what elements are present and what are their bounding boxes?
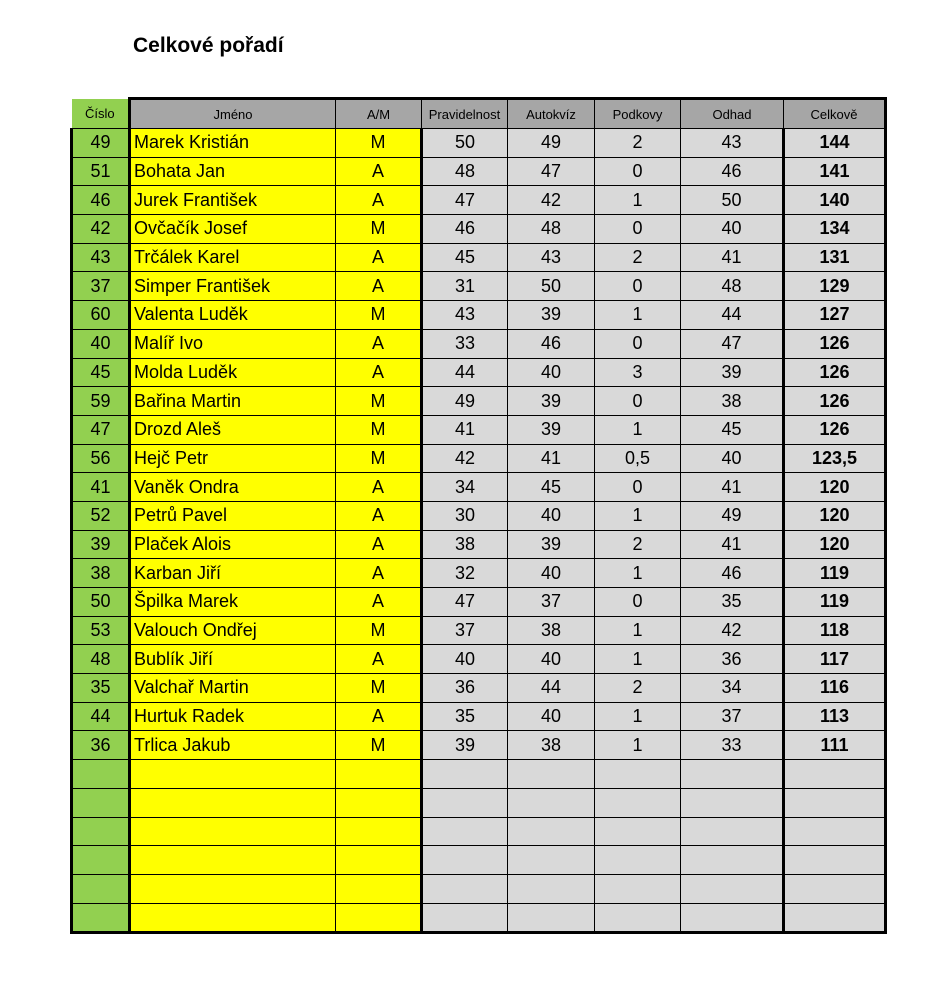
cell-pravidelnost: 40 [422,645,508,674]
table-row [72,415,886,444]
header-am: A/M [336,99,422,129]
cell-cislo: 45 [72,358,130,387]
cell-am: A [336,473,422,502]
cell-podkovy: 0 [595,215,681,244]
cell-jmeno: Valouch Ondřej [130,616,336,645]
table-row [72,243,886,272]
cell-podkovy [595,903,681,933]
cell-celkove [784,760,886,789]
cell-cislo: 53 [72,616,130,645]
cell-am: M [336,387,422,416]
cell-pravidelnost: 46 [422,215,508,244]
cell-pravidelnost: 30 [422,501,508,530]
cell-podkovy [595,874,681,903]
cell-podkovy: 1 [595,559,681,588]
cell-celkove: 126 [784,415,886,444]
table-row [72,731,886,760]
cell-jmeno: Petrů Pavel [130,501,336,530]
cell-podkovy: 0 [595,588,681,617]
cell-jmeno [130,846,336,875]
cell-cislo: 37 [72,272,130,301]
cell-pravidelnost [422,874,508,903]
cell-autokviz: 42 [508,186,595,215]
cell-autokviz: 43 [508,243,595,272]
cell-celkove: 134 [784,215,886,244]
cell-pravidelnost [422,903,508,933]
cell-autokviz: 46 [508,329,595,358]
cell-am: A [336,329,422,358]
cell-jmeno: Simper František [130,272,336,301]
cell-autokviz: 40 [508,501,595,530]
cell-pravidelnost: 33 [422,329,508,358]
cell-cislo: 36 [72,731,130,760]
cell-celkove: 111 [784,731,886,760]
cell-odhad: 41 [681,473,784,502]
cell-jmeno [130,788,336,817]
cell-am: M [336,301,422,330]
cell-jmeno: Drozd Aleš [130,415,336,444]
cell-jmeno [130,874,336,903]
cell-jmeno: Vaněk Ondra [130,473,336,502]
cell-cislo [72,817,130,846]
cell-celkove: 116 [784,674,886,703]
cell-podkovy [595,846,681,875]
cell-jmeno: Marek Kristián [130,129,336,158]
cell-podkovy [595,760,681,789]
cell-odhad [681,903,784,933]
cell-pravidelnost: 41 [422,415,508,444]
cell-pravidelnost [422,817,508,846]
cell-odhad: 48 [681,272,784,301]
cell-celkove: 126 [784,329,886,358]
cell-podkovy [595,817,681,846]
table-row [72,329,886,358]
cell-pravidelnost: 37 [422,616,508,645]
cell-am: M [336,415,422,444]
cell-odhad: 42 [681,616,784,645]
cell-pravidelnost: 48 [422,157,508,186]
cell-pravidelnost: 31 [422,272,508,301]
cell-podkovy: 0,5 [595,444,681,473]
cell-jmeno: Bařina Martin [130,387,336,416]
cell-odhad: 39 [681,358,784,387]
cell-cislo [72,903,130,933]
cell-odhad: 34 [681,674,784,703]
cell-cislo: 43 [72,243,130,272]
header-pravidelnost: Pravidelnost [422,99,508,129]
cell-celkove: 123,5 [784,444,886,473]
cell-odhad: 46 [681,157,784,186]
table-row [72,616,886,645]
table-row [72,215,886,244]
cell-autokviz: 47 [508,157,595,186]
cell-pravidelnost: 47 [422,186,508,215]
cell-am: A [336,358,422,387]
cell-am [336,903,422,933]
cell-celkove [784,874,886,903]
cell-jmeno: Bohata Jan [130,157,336,186]
cell-cislo: 52 [72,501,130,530]
cell-celkove: 141 [784,157,886,186]
cell-am: M [336,444,422,473]
cell-celkove: 131 [784,243,886,272]
cell-cislo: 41 [72,473,130,502]
table-row [72,645,886,674]
cell-pravidelnost: 36 [422,674,508,703]
header-celkove: Celkově [784,99,886,129]
cell-podkovy: 1 [595,415,681,444]
cell-odhad: 36 [681,645,784,674]
cell-jmeno: Trčálek Karel [130,243,336,272]
cell-autokviz: 39 [508,530,595,559]
cell-celkove: 119 [784,588,886,617]
cell-podkovy: 0 [595,387,681,416]
cell-cislo: 50 [72,588,130,617]
cell-pravidelnost [422,846,508,875]
table-row [72,444,886,473]
cell-autokviz [508,760,595,789]
cell-cislo: 51 [72,157,130,186]
table-row [72,903,886,933]
cell-cislo: 38 [72,559,130,588]
cell-pravidelnost: 39 [422,731,508,760]
cell-celkove: 127 [784,301,886,330]
table-row [72,817,886,846]
table-row [72,272,886,301]
table-row [72,559,886,588]
cell-autokviz: 45 [508,473,595,502]
cell-cislo: 35 [72,674,130,703]
cell-am: A [336,559,422,588]
cell-pravidelnost: 45 [422,243,508,272]
cell-am: A [336,501,422,530]
cell-autokviz: 39 [508,301,595,330]
cell-jmeno [130,760,336,789]
cell-cislo: 44 [72,702,130,731]
cell-jmeno: Karban Jiří [130,559,336,588]
cell-celkove: 120 [784,501,886,530]
cell-celkove: 140 [784,186,886,215]
cell-am: A [336,243,422,272]
table-row [72,702,886,731]
cell-am: A [336,645,422,674]
cell-cislo: 48 [72,645,130,674]
cell-podkovy: 1 [595,702,681,731]
cell-odhad: 33 [681,731,784,760]
cell-am: A [336,157,422,186]
cell-am: M [336,731,422,760]
cell-odhad: 50 [681,186,784,215]
table-row [72,301,886,330]
cell-cislo: 46 [72,186,130,215]
cell-celkove: 120 [784,473,886,502]
cell-odhad [681,760,784,789]
cell-jmeno: Malíř Ivo [130,329,336,358]
cell-odhad: 40 [681,215,784,244]
cell-odhad: 44 [681,301,784,330]
cell-am: M [336,129,422,158]
cell-podkovy: 2 [595,674,681,703]
cell-odhad [681,846,784,875]
cell-pravidelnost: 47 [422,588,508,617]
cell-am: A [336,588,422,617]
cell-odhad: 40 [681,444,784,473]
cell-cislo [72,846,130,875]
cell-pravidelnost: 50 [422,129,508,158]
cell-odhad: 35 [681,588,784,617]
cell-podkovy: 1 [595,501,681,530]
cell-jmeno: Valenta Luděk [130,301,336,330]
cell-am: M [336,215,422,244]
cell-jmeno [130,817,336,846]
cell-jmeno: Molda Luděk [130,358,336,387]
cell-pravidelnost: 49 [422,387,508,416]
cell-autokviz: 38 [508,616,595,645]
cell-celkove: 118 [784,616,886,645]
cell-odhad: 38 [681,387,784,416]
cell-am: M [336,616,422,645]
cell-celkove [784,788,886,817]
cell-cislo: 42 [72,215,130,244]
cell-podkovy: 1 [595,186,681,215]
table-row [72,588,886,617]
table-row [72,874,886,903]
cell-podkovy: 0 [595,157,681,186]
cell-jmeno: Valchař Martin [130,674,336,703]
cell-pravidelnost: 32 [422,559,508,588]
cell-podkovy: 1 [595,731,681,760]
cell-odhad [681,817,784,846]
cell-autokviz: 40 [508,358,595,387]
cell-am [336,817,422,846]
cell-autokviz: 37 [508,588,595,617]
cell-podkovy: 2 [595,243,681,272]
cell-cislo: 47 [72,415,130,444]
cell-autokviz: 49 [508,129,595,158]
cell-celkove [784,817,886,846]
table-row [72,387,886,416]
cell-odhad: 47 [681,329,784,358]
table-row [72,788,886,817]
cell-pravidelnost: 35 [422,702,508,731]
cell-autokviz [508,903,595,933]
cell-odhad: 37 [681,702,784,731]
cell-celkove: 119 [784,559,886,588]
cell-autokviz: 48 [508,215,595,244]
cell-autokviz [508,874,595,903]
cell-odhad: 46 [681,559,784,588]
cell-am [336,846,422,875]
cell-pravidelnost: 38 [422,530,508,559]
cell-autokviz: 38 [508,731,595,760]
cell-cislo: 56 [72,444,130,473]
cell-podkovy: 1 [595,301,681,330]
header-jmeno: Jméno [130,99,336,129]
cell-jmeno: Trlica Jakub [130,731,336,760]
table-row [72,846,886,875]
cell-pravidelnost: 43 [422,301,508,330]
cell-celkove [784,846,886,875]
cell-odhad: 49 [681,501,784,530]
cell-autokviz [508,817,595,846]
header-row [72,99,886,129]
cell-am: A [336,530,422,559]
table-row [72,760,886,789]
cell-odhad [681,874,784,903]
cell-celkove: 129 [784,272,886,301]
cell-am [336,760,422,789]
cell-podkovy: 0 [595,272,681,301]
header-autokviz: Autokvíz [508,99,595,129]
header-podkovy: Podkovy [595,99,681,129]
cell-am: A [336,702,422,731]
cell-podkovy: 0 [595,329,681,358]
cell-am [336,788,422,817]
cell-cislo [72,874,130,903]
cell-autokviz: 40 [508,645,595,674]
cell-pravidelnost [422,788,508,817]
cell-cislo: 40 [72,329,130,358]
cell-am: A [336,186,422,215]
cell-odhad: 41 [681,243,784,272]
cell-autokviz: 39 [508,387,595,416]
cell-autokviz [508,846,595,875]
cell-pravidelnost: 44 [422,358,508,387]
cell-cislo: 49 [72,129,130,158]
cell-jmeno: Hurtuk Radek [130,702,336,731]
cell-podkovy: 1 [595,616,681,645]
cell-jmeno: Jurek František [130,186,336,215]
cell-celkove: 144 [784,129,886,158]
cell-celkove: 113 [784,702,886,731]
cell-autokviz: 50 [508,272,595,301]
cell-jmeno: Ovčačík Josef [130,215,336,244]
table-row [72,473,886,502]
cell-pravidelnost: 42 [422,444,508,473]
cell-am: A [336,272,422,301]
cell-celkove: 126 [784,358,886,387]
header-cislo: Číslo [72,99,130,129]
table-row [72,358,886,387]
cell-autokviz: 41 [508,444,595,473]
table-row [72,501,886,530]
cell-jmeno: Hejč Petr [130,444,336,473]
cell-odhad [681,788,784,817]
cell-odhad: 43 [681,129,784,158]
cell-celkove [784,903,886,933]
cell-podkovy: 2 [595,530,681,559]
table-row [72,157,886,186]
results-table [70,97,887,934]
header-odhad: Odhad [681,99,784,129]
cell-podkovy [595,788,681,817]
cell-celkove: 120 [784,530,886,559]
cell-podkovy: 3 [595,358,681,387]
cell-cislo [72,788,130,817]
cell-cislo: 60 [72,301,130,330]
cell-cislo [72,760,130,789]
cell-jmeno [130,903,336,933]
page-title: Celkové pořadí [133,34,284,57]
cell-celkove: 117 [784,645,886,674]
cell-podkovy: 2 [595,129,681,158]
table-row [72,674,886,703]
cell-autokviz: 40 [508,702,595,731]
cell-odhad: 41 [681,530,784,559]
cell-podkovy: 1 [595,645,681,674]
cell-autokviz: 39 [508,415,595,444]
cell-jmeno: Bublík Jiří [130,645,336,674]
cell-pravidelnost [422,760,508,789]
cell-jmeno: Špilka Marek [130,588,336,617]
cell-celkove: 126 [784,387,886,416]
cell-pravidelnost: 34 [422,473,508,502]
table-row [72,186,886,215]
cell-autokviz: 40 [508,559,595,588]
cell-podkovy: 0 [595,473,681,502]
table-row [72,530,886,559]
cell-odhad: 45 [681,415,784,444]
cell-cislo: 59 [72,387,130,416]
cell-autokviz: 44 [508,674,595,703]
cell-cislo: 39 [72,530,130,559]
cell-jmeno: Plaček Alois [130,530,336,559]
table-row [72,129,886,158]
cell-am: M [336,674,422,703]
cell-autokviz [508,788,595,817]
cell-am [336,874,422,903]
